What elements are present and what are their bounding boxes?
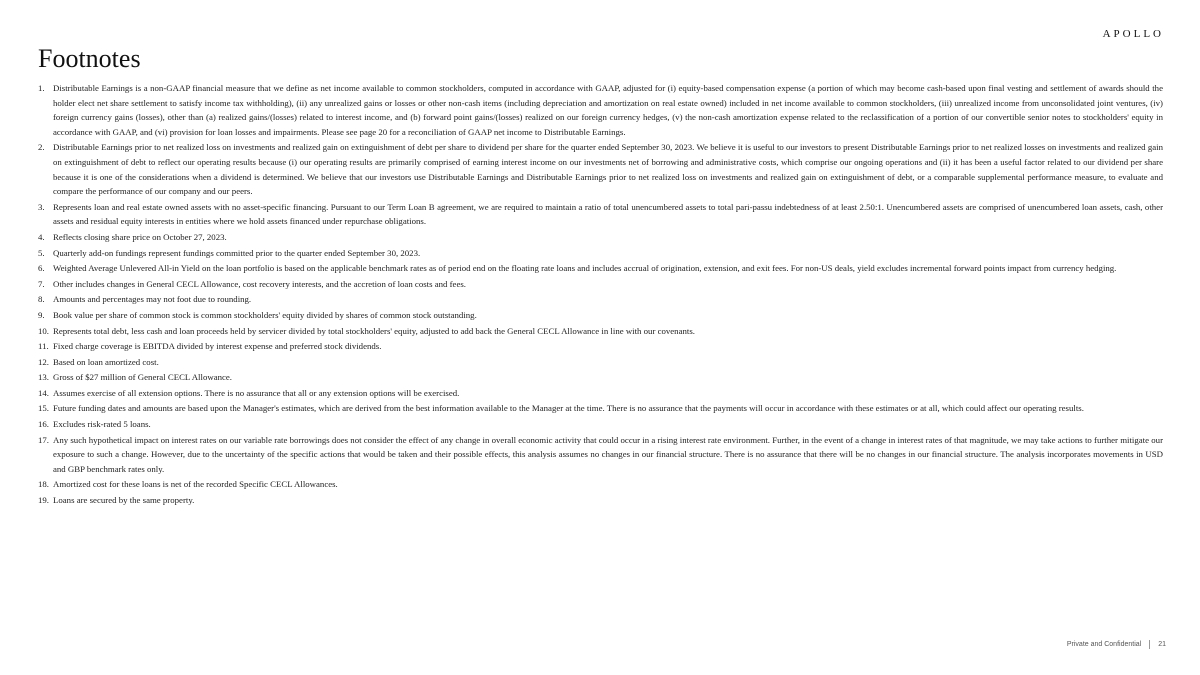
footnote-text: Amounts and percentages may not foot due to rounding. [53, 294, 252, 305]
footnote-text: Future funding dates and amounts are based upon the Manager's estimates, which are derived from the best information available to the Manager at the time. There is no assurance that the payments will occur in accordance with these estimates or at all, which could affect our operating results. [53, 403, 1084, 414]
footnote-number: 12. [38, 356, 49, 367]
footnote-text: Other includes changes in General CECL Allowance, cost recovery interests, and the accretion of loan costs and fees. [53, 278, 466, 289]
footnote-18 [38, 477, 1163, 492]
footnote-17 [38, 433, 1163, 477]
footnote-number: 7. [38, 278, 45, 289]
footnote-15 [38, 401, 1163, 416]
footnote-number: 11. [38, 341, 49, 352]
footnote-number: 3. [38, 201, 45, 212]
footnote-14 [38, 386, 1163, 401]
footnote-number: 15. [38, 403, 49, 414]
footnote-text: Represents total debt, less cash and loan proceeds held by servicer divided by total stockholders' equity, adjusted to add back the General CECL Allowance in line with our covenants. [53, 325, 695, 336]
footnote-text: Loans are secured by the same property. [53, 495, 195, 506]
footnote-text: Distributable Earnings is a non-GAAP financial measure that we define as net income available to common stockholders, computed in accordance with GAAP, adjusted for (i) equity-based compensation expense (a portion of which may become cash-based upon final vesting and settlement of awards should the holder elect net share settlement to satisfy income tax withholding), (ii) any unrealized gains or losses or other non-cash items (including depreciation and amortization on real estate owned) included in net income available to common stockholders, (iii) unrealized income from unconsolidated joint ventures, (iv) foreign currency gains (losses), other than (a) realized gains/(losses) related to interest income, and (b) forward point gains/(losses) realized on our foreign currency hedges, (v) the non-cash amortization expense related to the reclassification of a portion of our convertible senior notes to stockholders' equity in accordance with GAAP, and (vi) provision for loan losses and impairments. Please see page 20 for a reconciliation of GAAP net income to Distributable Earnings. [53, 83, 1163, 137]
footnote-6 [38, 261, 1163, 276]
footnote-number: 4. [38, 231, 45, 242]
footnote-8 [38, 292, 1163, 307]
footnote-text: Distributable Earnings prior to net realized loss on investments and realized gain on extinguishment of debt per share to dividend per share for the quarter ended September 30, 2023. We believe it is useful to our investors to present Distributable Earnings prior to net realized losses on investments and realized gain on extinguishment of debt to reflect our operating results because (i) our operating results are primarily comprised of earning interest income on our investments net of borrowing and administrative costs, which comprise our ongoing operations and (ii) it has been a useful factor related to our dividend per share because it is one of the considerations when a dividend is determined. We believe that our investors use Distributable Earnings and Distributable Earnings prior to net realized loss on investments and realized gain on extinguishment of debt, or a comparable supplemental performance measure, to evaluate and compare the performance of our company and our peers. [53, 142, 1163, 197]
footnote-5 [38, 246, 1163, 261]
footnote-9 [38, 308, 1163, 323]
footnote-11 [38, 339, 1163, 354]
footnote-number: 17. [38, 434, 49, 445]
footnote-7 [38, 277, 1163, 292]
footnote-12 [38, 355, 1163, 370]
footnote-13 [38, 370, 1163, 385]
footnote-number: 1. [38, 83, 45, 93]
footnote-text: Gross of $27 million of General CECL Allowance. [53, 372, 232, 383]
footnote-number: 18. [38, 479, 49, 490]
footnote-10 [38, 324, 1163, 339]
footnote-text: Excludes risk-rated 5 loans. [53, 419, 151, 430]
page-title: Footnotes [38, 44, 141, 73]
footnote-number: 9. [38, 309, 45, 320]
footnote-text: Fixed charge coverage is EBITDA divided by interest expense and preferred stock dividends. [53, 341, 382, 352]
footnote-text: Reflects closing share price on October 27, 2023. [53, 231, 227, 242]
footnote-3 [38, 200, 1163, 229]
footer-divider [1149, 640, 1150, 649]
footnotes-list [38, 81, 1163, 509]
footnote-4 [38, 230, 1163, 245]
footnote-number: 6. [38, 263, 45, 274]
footnote-text: Based on loan amortized cost. [53, 356, 159, 367]
footnote-number: 16. [38, 419, 49, 430]
footnote-2 [38, 140, 1163, 198]
footnote-text: Book value per share of common stock is common stockholders' equity divided by shares of common stock outstanding. [53, 309, 477, 320]
footnote-1 [38, 81, 1163, 139]
footnote-number: 10. [38, 325, 49, 336]
footnote-number: 2. [38, 142, 45, 153]
footnote-number: 8. [38, 294, 45, 305]
footnote-16 [38, 417, 1163, 432]
footnote-text: Quarterly add-on fundings represent fundings committed prior to the quarter ended September 30, 2023. [53, 247, 421, 258]
footnote-text: Weighted Average Unlevered All-in Yield on the loan portfolio is based on the applicable benchmark rates as of period end on the floating rate loans and includes accrual of origination, extension, and exit fees. For non-US deals, yield excludes incremental forward points impact from currency hedging. [53, 263, 1117, 274]
page-number: 21 [1158, 641, 1166, 648]
footnote-19 [38, 493, 1163, 508]
page-footer [1067, 640, 1166, 649]
footnote-text: Assumes exercise of all extension options. There is no assurance that all or any extension options will be exercised. [53, 387, 460, 398]
apollo-logo: APOLLO [1102, 28, 1164, 40]
footnote-text: Any such hypothetical impact on interest rates on our variable rate borrowings does not consider the effect of any change in overall economic activity that could occur in a rising interest rate environment. Further, in the event of a change in interest rates of that magnitude, we may take actions to further mitigate our exposure to such a change. However, due to the uncertainty of the specific actions that would be taken and their possible effects, this analysis assumes no changes in our financial structure. There is no assurance that there will be no changes in our financial structure. The analysis incorporates movements in USD and GBP benchmark rates only. [53, 434, 1163, 474]
footnote-number: 14. [38, 387, 49, 398]
footnote-text: Represents loan and real estate owned assets with no asset-specific financing. Pursuant to our Term Loan B agreement, we are required to maintain a ratio of total unencumbered assets to total pari-passu indebtedness of at least 2.50:1. Unencumbered assets are comprised of unencumbered loan assets, cash, other assets and residual equity interests in entities where we hold assets financed under repurchase obligations. [53, 201, 1163, 227]
footnote-number: 19. [38, 495, 49, 506]
confidential-label: Private and Confidential [1066, 641, 1142, 648]
footnote-number: 13. [38, 372, 49, 383]
footnote-number: 5. [38, 247, 45, 258]
footnote-text: Amortized cost for these loans is net of the recorded Specific CECL Allowances. [53, 479, 338, 490]
